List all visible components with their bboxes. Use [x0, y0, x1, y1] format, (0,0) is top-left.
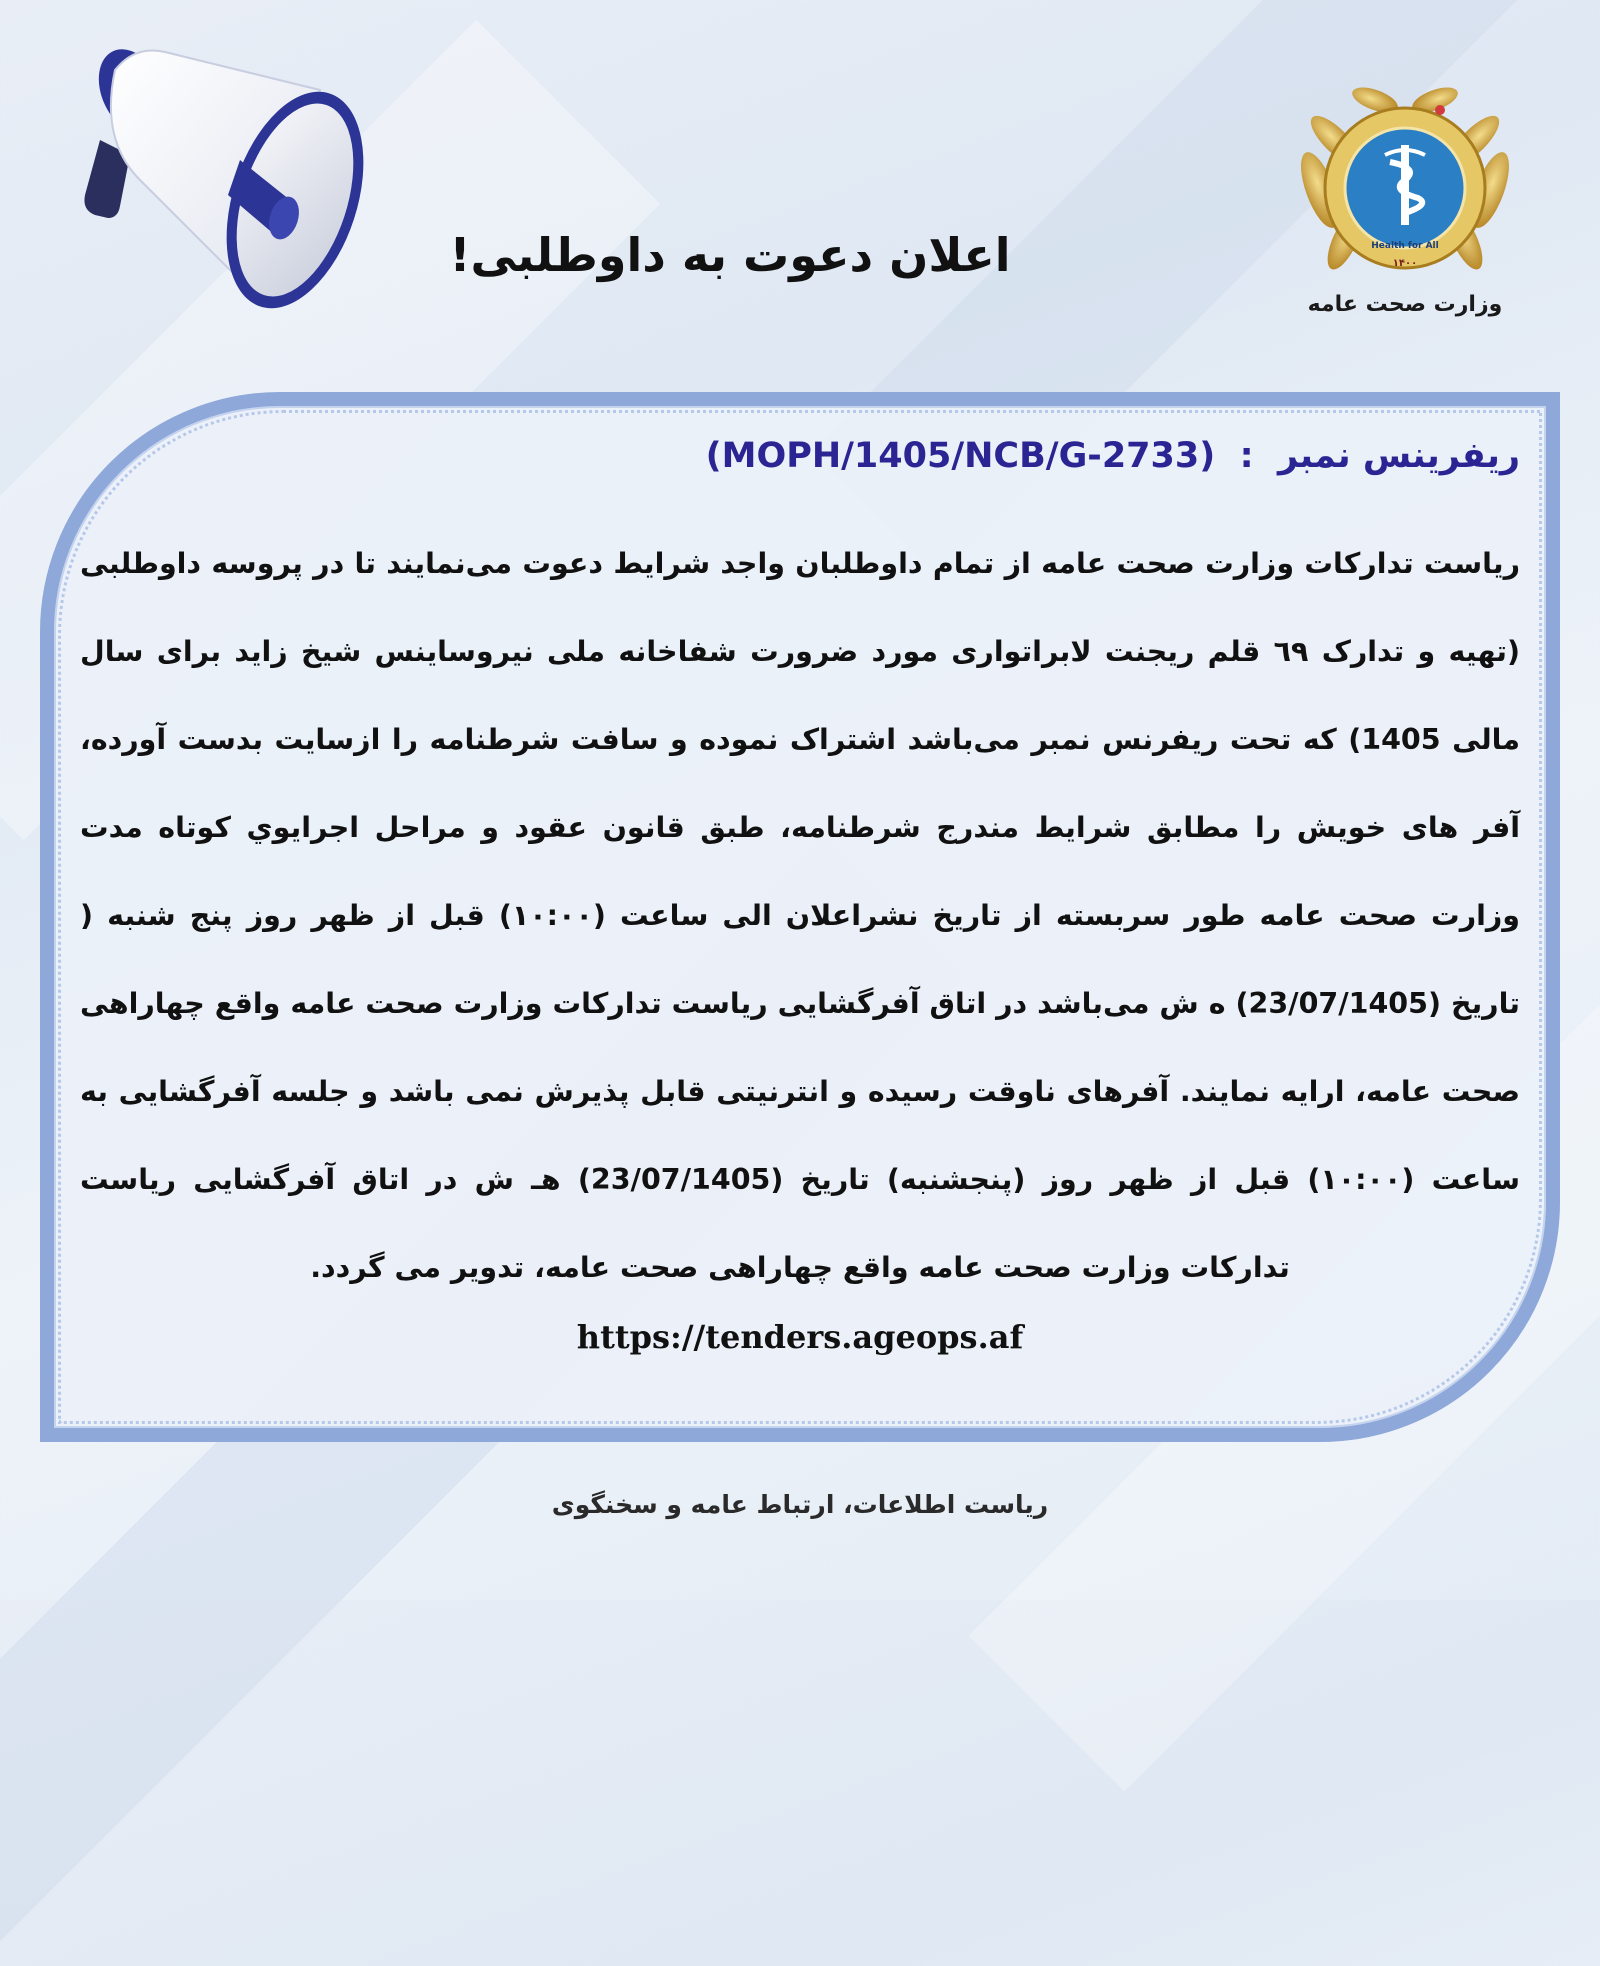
- ministry-caption: وزارت صحت عامه: [1307, 292, 1503, 317]
- notice-body: ریاست تدارکات وزارت صحت عامه از تمام داوطلبان واجد شرایط دعوت می‌نمایند تا در پروسه داوطلبی (تهیه و تدارک ٦٩ قلم ریجنت لابراتواری مورد ضرورت شفاخانه ملی نیروساینس شیخ زاید برای سال مالی 1405) که تحت ریفرنس نمبر می‌باشد اشتراک نموده و سافت شرطنامه را ازسایت بدست آورده، آفر های خویش را مطابق شرایط مندرج شرطنامه، طبق قانون عقود و مراحل اجرایوي کوتاه مدت وزارت صحت عامه طور سربسته از تاریخ نشراعلان الی ساعت (۱۰:۰۰) قبل از ظهر روز پنج شنبه ( تاریخ (23/07/1405) ه ش می‌باشد در اتاق آفرگشایی ریاست تدارکات وزارت صحت عامه واقع چهاراهی صحت عامه، ارایه نمایند. آفرهای ناوقت رسیده و انترنیتی قابل پذیرش نمی باشد و جلسه آفرگشایی به ساعت (۱۰:۰۰) قبل از ظهر روز (پنجشنبه) تاریخ (23/07/1405) هـ ش در اتاق آفرگشایی ریاست تدارکات وزارت صحت عامه واقع چهاراهی صحت عامه، تدویر می گردد.: [80, 547, 1520, 1284]
- seal-year: ۱۴۰۰: [1392, 258, 1418, 269]
- reference-code: (MOPH/1405/NCB/G-2733): [705, 436, 1216, 476]
- footer-credit: ریاست اطلاعات، ارتباط عامه و سخنگوی: [551, 1490, 1049, 1519]
- website-link[interactable]: https://tenders.ageops.af: [576, 1318, 1024, 1356]
- ministry-seal-icon: [1290, 70, 1520, 300]
- seal-slogan: Health for All: [1371, 241, 1439, 251]
- reference-line: [700, 436, 1520, 476]
- reference-label: ریفرینس نمبر: [1277, 436, 1520, 476]
- page-title: اعلان دعوت به داوطلبی!: [449, 228, 1011, 282]
- megaphone-icon: [60, 30, 390, 330]
- reference-separator: :: [1239, 436, 1254, 476]
